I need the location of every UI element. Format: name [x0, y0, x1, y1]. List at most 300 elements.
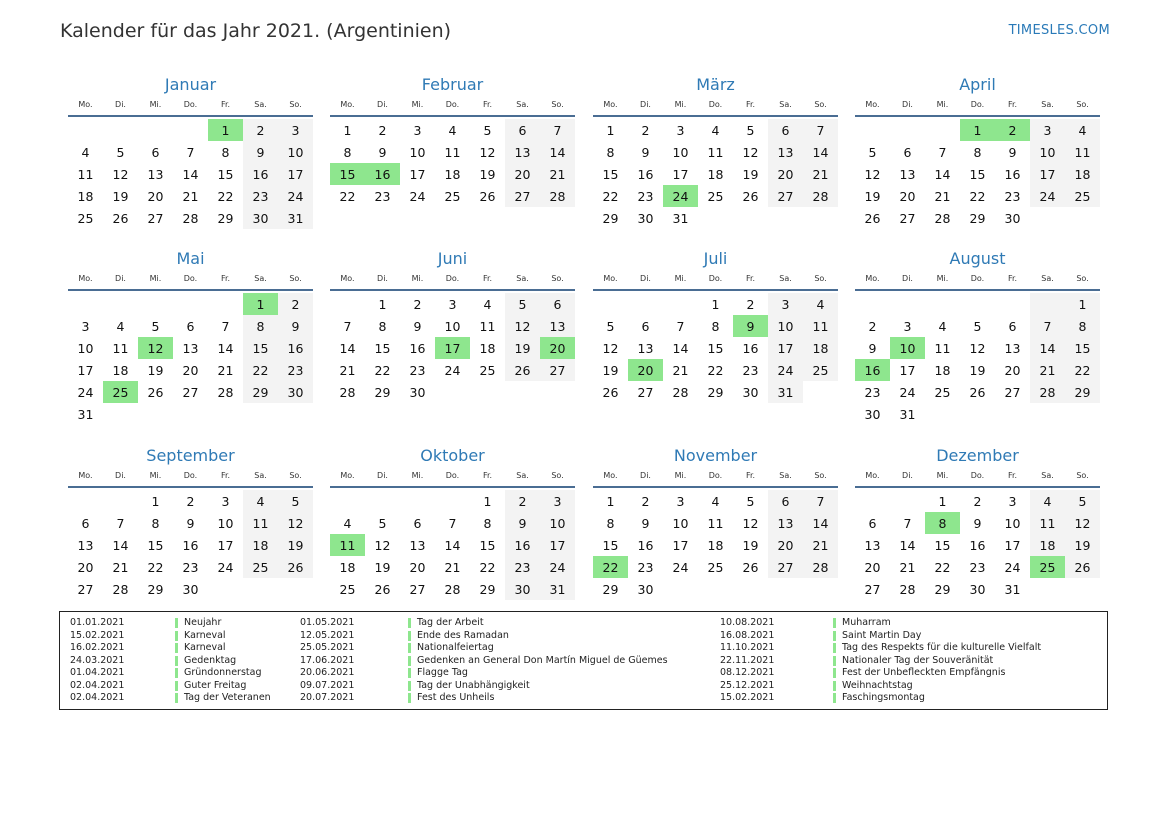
day-cell: 20 — [864, 559, 881, 575]
day-cell: 20 — [182, 362, 199, 378]
weekday-label: Mo. — [865, 274, 880, 283]
weekday-label: Mo. — [78, 100, 93, 109]
day-cell: 9 — [186, 515, 195, 531]
weekday-label: Di. — [115, 100, 126, 109]
day-cell: 27 — [768, 185, 803, 207]
holiday-date: 12.05.2021 — [300, 629, 355, 641]
day-cell: 28 — [672, 384, 689, 400]
day-cell: 23 — [637, 188, 654, 204]
day-cell: 6 — [868, 515, 877, 531]
day-cell: 24 — [768, 359, 803, 381]
weekday-label: So. — [551, 471, 564, 480]
day-cell: 17 — [1030, 163, 1065, 185]
day-cell: 14 — [339, 340, 356, 356]
empty-cell — [208, 578, 243, 600]
day-cell: 21 — [899, 559, 916, 575]
weekday-label: Mo. — [865, 471, 880, 480]
day-cell: 21 — [540, 163, 575, 185]
day-cell: 17 — [672, 537, 689, 553]
weekday-label: Di. — [115, 274, 126, 283]
weekday-header — [68, 100, 313, 117]
holiday-date: 25.12.2021 — [720, 679, 775, 691]
day-cell: 13 — [768, 141, 803, 163]
weekday-label: Do. — [708, 274, 723, 283]
empty-cell — [1030, 207, 1065, 229]
month-11 — [593, 441, 838, 600]
legend-row — [720, 617, 1100, 630]
holiday-day-cell: 8 — [925, 512, 960, 534]
weekday-label: Di. — [902, 274, 913, 283]
holiday-day-cell: 20 — [628, 359, 663, 381]
day-cell: 7 — [186, 144, 195, 160]
day-cell: 1 — [343, 122, 352, 138]
empty-cell — [330, 490, 365, 512]
day-cell: 6 — [903, 144, 912, 160]
day-cell: 5 — [483, 122, 492, 138]
day-cell: 21 — [182, 188, 199, 204]
day-grid — [68, 293, 313, 425]
weekday-label: Fr. — [482, 471, 493, 480]
day-cell: 25 — [707, 559, 724, 575]
day-cell: 24 — [217, 559, 234, 575]
day-cell: 18 — [444, 166, 461, 182]
weekday-label: Di. — [902, 100, 913, 109]
empty-cell — [1030, 403, 1065, 425]
day-cell: 11 — [707, 515, 724, 531]
day-cell: 7 — [116, 515, 125, 531]
empty-cell — [173, 293, 208, 315]
empty-cell — [400, 490, 435, 512]
day-cell: 15 — [969, 166, 986, 182]
weekday-label: Di. — [640, 471, 651, 480]
weekday-label: Di. — [640, 100, 651, 109]
day-cell: 25 — [339, 581, 356, 597]
day-cell: 15 — [147, 537, 164, 553]
day-cell: 5 — [116, 144, 125, 160]
day-grid — [330, 119, 575, 207]
day-cell: 14 — [1030, 337, 1065, 359]
weekday-label: Sa. — [516, 274, 529, 283]
day-cell: 27 — [77, 581, 94, 597]
weekday-label: So. — [289, 471, 302, 480]
empty-cell — [890, 490, 925, 512]
empty-cell — [330, 293, 365, 315]
weekday-label: Mi. — [411, 100, 424, 109]
holiday-name: Tag der Veteranen — [175, 693, 271, 703]
empty-cell — [1030, 293, 1065, 315]
day-cell: 26 — [969, 384, 986, 400]
day-cell: 22 — [1065, 359, 1100, 381]
weekday-label: So. — [814, 274, 827, 283]
weekday-label: Mi. — [411, 274, 424, 283]
day-cell: 15 — [217, 166, 234, 182]
day-grid — [593, 293, 838, 403]
month-title: Mai — [176, 249, 205, 268]
day-cell: 26 — [1065, 556, 1100, 578]
empty-cell — [208, 293, 243, 315]
weekday-label: Mo. — [340, 274, 355, 283]
month-title: September — [146, 446, 235, 465]
day-cell: 28 — [540, 185, 575, 207]
day-cell: 10 — [1004, 515, 1021, 531]
holiday-date: 20.07.2021 — [300, 692, 355, 703]
empty-cell — [733, 578, 768, 600]
holiday-name: Guter Freitag — [175, 681, 246, 691]
day-cell: 4 — [448, 122, 457, 138]
day-cell: 8 — [606, 515, 615, 531]
day-cell: 1 — [711, 296, 720, 312]
holiday-name: Muharram — [833, 618, 891, 628]
day-cell: 6 — [151, 144, 160, 160]
weekday-header — [593, 100, 838, 117]
weekday-label: Do. — [445, 274, 460, 283]
day-cell: 7 — [803, 490, 838, 512]
day-cell: 15 — [707, 340, 724, 356]
day-cell: 27 — [768, 556, 803, 578]
day-cell: 9 — [1008, 144, 1017, 160]
empty-cell — [663, 293, 698, 315]
day-cell: 2 — [413, 296, 422, 312]
day-cell: 6 — [505, 119, 540, 141]
day-cell: 18 — [112, 362, 129, 378]
empty-cell — [803, 578, 838, 600]
holiday-date: 01.04.2021 — [70, 667, 125, 678]
day-cell: 31 — [768, 381, 803, 403]
legend-row — [720, 642, 1100, 655]
empty-cell — [103, 119, 138, 141]
day-cell: 15 — [934, 537, 951, 553]
legend-row — [300, 617, 710, 630]
day-cell: 31 — [672, 210, 689, 226]
weekday-label: Sa. — [779, 274, 792, 283]
holiday-date: 08.12.2021 — [720, 667, 775, 678]
day-cell: 15 — [602, 537, 619, 553]
day-cell: 6 — [641, 318, 650, 334]
day-cell: 21 — [1030, 359, 1065, 381]
month-12 — [855, 441, 1100, 600]
day-cell: 23 — [243, 185, 278, 207]
holiday-date: 16.02.2021 — [70, 642, 125, 653]
empty-cell — [995, 293, 1030, 315]
weekday-header — [593, 274, 838, 291]
holiday-day-cell: 15 — [330, 163, 365, 185]
weekday-label: Fr. — [482, 274, 493, 283]
day-cell: 22 — [339, 188, 356, 204]
day-cell: 28 — [182, 210, 199, 226]
day-cell: 5 — [973, 318, 982, 334]
weekday-label: Mo. — [865, 100, 880, 109]
day-cell: 18 — [707, 537, 724, 553]
day-cell: 28 — [803, 556, 838, 578]
empty-cell — [365, 490, 400, 512]
weekday-label: Mi. — [411, 471, 424, 480]
day-cell: 13 — [182, 340, 199, 356]
month-10 — [330, 441, 575, 600]
weekday-label: Di. — [377, 100, 388, 109]
day-cell: 18 — [243, 534, 278, 556]
day-cell: 30 — [637, 210, 654, 226]
month-title: Juli — [703, 249, 728, 268]
day-cell: 16 — [243, 163, 278, 185]
day-cell: 12 — [602, 340, 619, 356]
empty-cell — [435, 490, 470, 512]
day-cell: 28 — [934, 210, 951, 226]
holiday-name: Flagge Tag — [408, 668, 468, 678]
weekday-label: Sa. — [254, 274, 267, 283]
day-cell: 20 — [409, 559, 426, 575]
day-cell: 11 — [77, 166, 94, 182]
empty-cell — [278, 578, 313, 600]
day-cell: 21 — [444, 559, 461, 575]
weekday-label: Mi. — [936, 471, 949, 480]
day-cell: 13 — [768, 512, 803, 534]
day-cell: 19 — [479, 166, 496, 182]
day-cell: 17 — [672, 166, 689, 182]
day-cell: 22 — [602, 188, 619, 204]
weekday-label: Fr. — [482, 100, 493, 109]
day-cell: 18 — [707, 166, 724, 182]
month-6 — [330, 244, 575, 403]
holiday-name: Gründonnerstag — [175, 668, 261, 678]
day-cell: 9 — [973, 515, 982, 531]
day-cell: 18 — [803, 337, 838, 359]
weekday-label: Mo. — [340, 471, 355, 480]
weekday-label: Do. — [183, 471, 198, 480]
weekday-label: Do. — [970, 274, 985, 283]
holiday-date: 02.04.2021 — [70, 679, 125, 691]
day-grid — [855, 293, 1100, 425]
day-cell: 14 — [672, 340, 689, 356]
day-cell: 9 — [378, 144, 387, 160]
day-cell: 11 — [1065, 141, 1100, 163]
day-cell: 12 — [864, 166, 881, 182]
legend-row — [300, 680, 710, 693]
day-cell: 6 — [413, 515, 422, 531]
day-cell: 2 — [186, 493, 195, 509]
day-cell: 20 — [899, 188, 916, 204]
day-cell: 30 — [742, 384, 759, 400]
day-cell: 21 — [217, 362, 234, 378]
weekday-label: Fr. — [220, 274, 231, 283]
day-cell: 5 — [746, 122, 755, 138]
day-cell: 18 — [934, 362, 951, 378]
holiday-name: Karneval — [175, 631, 226, 641]
day-cell: 11 — [112, 340, 129, 356]
legend-row — [720, 667, 1100, 680]
day-grid — [330, 490, 575, 600]
day-cell: 30 — [243, 207, 278, 229]
day-cell: 30 — [278, 381, 313, 403]
weekday-label: So. — [1076, 471, 1089, 480]
day-cell: 13 — [864, 537, 881, 553]
month-title: Dezember — [936, 446, 1019, 465]
day-cell: 26 — [864, 210, 881, 226]
day-cell: 17 — [899, 362, 916, 378]
weekday-label: So. — [1076, 100, 1089, 109]
day-cell: 9 — [641, 515, 650, 531]
day-cell: 30 — [637, 581, 654, 597]
day-cell: 6 — [81, 515, 90, 531]
day-cell: 21 — [112, 559, 129, 575]
day-cell: 21 — [934, 188, 951, 204]
weekday-label: Do. — [445, 100, 460, 109]
day-cell: 19 — [864, 188, 881, 204]
day-cell: 9 — [278, 315, 313, 337]
empty-cell — [1065, 403, 1100, 425]
day-cell: 13 — [409, 537, 426, 553]
day-cell: 10 — [672, 144, 689, 160]
day-cell: 10 — [278, 141, 313, 163]
day-cell: 4 — [1065, 119, 1100, 141]
day-cell: 27 — [1004, 384, 1021, 400]
empty-cell — [890, 293, 925, 315]
day-cell: 2 — [505, 490, 540, 512]
empty-cell — [1065, 207, 1100, 229]
day-cell: 16 — [637, 537, 654, 553]
day-cell: 4 — [343, 515, 352, 531]
day-cell: 13 — [1004, 340, 1021, 356]
weekday-label: So. — [289, 274, 302, 283]
day-grid — [593, 490, 838, 600]
day-cell: 14 — [540, 141, 575, 163]
day-cell: 16 — [637, 166, 654, 182]
day-cell: 29 — [147, 581, 164, 597]
empty-cell — [803, 207, 838, 229]
weekday-label: Do. — [183, 274, 198, 283]
holiday-day-cell: 1 — [243, 293, 278, 315]
day-cell: 24 — [444, 362, 461, 378]
weekday-label: Di. — [377, 274, 388, 283]
holiday-legend — [59, 611, 1108, 710]
holiday-day-cell: 20 — [540, 337, 575, 359]
day-cell: 15 — [602, 166, 619, 182]
day-cell: 25 — [707, 188, 724, 204]
day-cell: 3 — [278, 119, 313, 141]
day-cell: 24 — [409, 188, 426, 204]
day-cell: 14 — [112, 537, 129, 553]
weekday-label: Di. — [640, 274, 651, 283]
day-cell: 25 — [77, 210, 94, 226]
day-cell: 31 — [540, 578, 575, 600]
day-cell: 5 — [606, 318, 615, 334]
weekday-label: Di. — [902, 471, 913, 480]
day-cell: 9 — [868, 340, 877, 356]
weekday-header — [593, 471, 838, 488]
day-cell: 7 — [903, 515, 912, 531]
holiday-date: 20.06.2021 — [300, 667, 355, 678]
day-cell: 29 — [217, 210, 234, 226]
day-cell: 24 — [672, 559, 689, 575]
holiday-day-cell: 25 — [103, 381, 138, 403]
day-cell: 3 — [676, 122, 685, 138]
month-9 — [68, 441, 313, 600]
empty-cell — [103, 403, 138, 425]
day-cell: 10 — [77, 340, 94, 356]
day-cell: 19 — [1065, 534, 1100, 556]
day-cell: 7 — [343, 318, 352, 334]
legend-row — [300, 630, 710, 643]
day-cell: 20 — [768, 163, 803, 185]
day-cell: 2 — [378, 122, 387, 138]
day-cell: 30 — [1004, 210, 1021, 226]
day-cell: 8 — [973, 144, 982, 160]
day-cell: 27 — [147, 210, 164, 226]
day-cell: 1 — [606, 122, 615, 138]
day-cell: 18 — [1030, 534, 1065, 556]
day-cell: 4 — [81, 144, 90, 160]
day-cell: 26 — [479, 188, 496, 204]
day-cell: 17 — [768, 337, 803, 359]
holiday-date: 25.05.2021 — [300, 642, 355, 653]
holiday-name: Karneval — [175, 643, 226, 653]
weekday-label: Mi. — [936, 100, 949, 109]
day-cell: 11 — [243, 512, 278, 534]
empty-cell — [663, 578, 698, 600]
legend-row — [720, 692, 1100, 705]
day-cell: 27 — [182, 384, 199, 400]
day-cell: 29 — [602, 581, 619, 597]
weekday-label: Di. — [377, 471, 388, 480]
day-cell: 23 — [278, 359, 313, 381]
empty-cell — [68, 119, 103, 141]
day-grid — [330, 293, 575, 403]
empty-cell — [925, 293, 960, 315]
day-cell: 15 — [479, 537, 496, 553]
day-cell: 26 — [112, 210, 129, 226]
day-cell: 3 — [540, 490, 575, 512]
day-cell: 26 — [505, 359, 540, 381]
weekday-label: Sa. — [1041, 471, 1054, 480]
legend-row — [300, 655, 710, 668]
day-cell: 5 — [151, 318, 160, 334]
holiday-day-cell: 12 — [138, 337, 173, 359]
day-cell: 21 — [672, 362, 689, 378]
weekday-label: Fr. — [745, 100, 756, 109]
holiday-day-cell: 22 — [593, 556, 628, 578]
weekday-label: Fr. — [220, 100, 231, 109]
day-cell: 9 — [641, 144, 650, 160]
month-4 — [855, 70, 1100, 229]
day-cell: 7 — [803, 119, 838, 141]
month-title: März — [696, 75, 735, 94]
day-cell: 8 — [483, 515, 492, 531]
empty-cell — [208, 403, 243, 425]
holiday-date: 10.08.2021 — [720, 617, 775, 628]
empty-cell — [1030, 578, 1065, 600]
day-cell: 6 — [768, 490, 803, 512]
day-cell: 1 — [1065, 293, 1100, 315]
weekday-label: Sa. — [254, 100, 267, 109]
holiday-name: Tag der Arbeit — [408, 618, 484, 628]
weekday-label: Fr. — [1007, 100, 1018, 109]
day-cell: 26 — [374, 581, 391, 597]
day-cell: 11 — [803, 315, 838, 337]
month-2 — [330, 70, 575, 207]
day-cell: 27 — [540, 359, 575, 381]
weekday-label: Sa. — [254, 471, 267, 480]
empty-cell — [925, 403, 960, 425]
day-cell: 10 — [768, 315, 803, 337]
day-cell: 29 — [243, 381, 278, 403]
day-cell: 22 — [969, 188, 986, 204]
brand-link[interactable]: TIMESLES.COM — [1008, 23, 1110, 38]
empty-cell — [733, 207, 768, 229]
month-title: November — [673, 446, 758, 465]
day-cell: 5 — [868, 144, 877, 160]
day-cell: 8 — [711, 318, 720, 334]
day-cell: 13 — [505, 141, 540, 163]
day-cell: 19 — [112, 188, 129, 204]
